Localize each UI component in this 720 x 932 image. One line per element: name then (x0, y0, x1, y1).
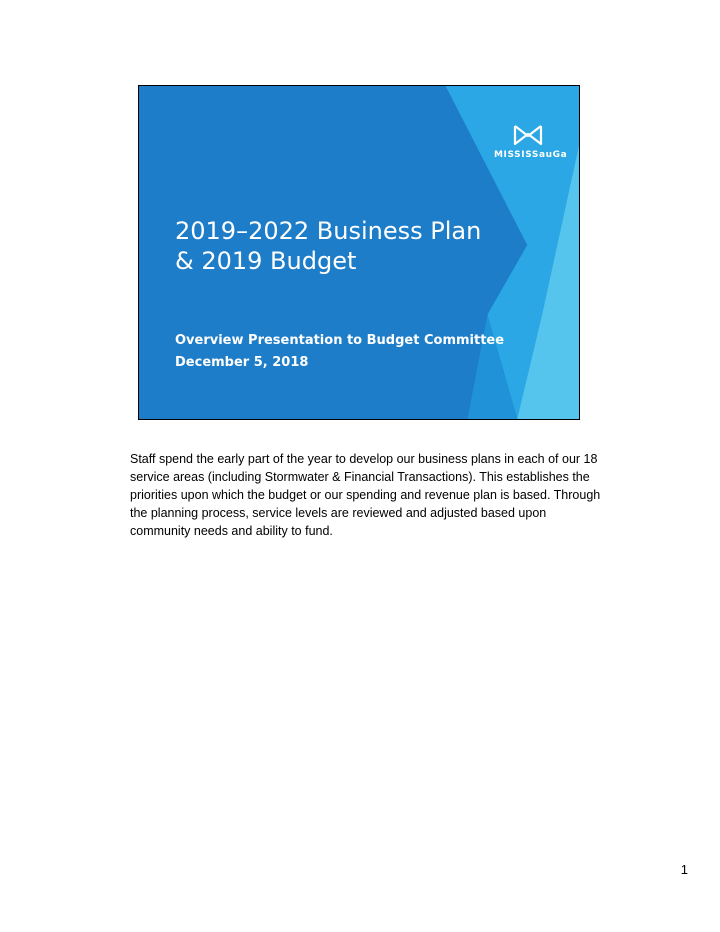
slide-title-line-1: 2019–2022 Business Plan (175, 217, 482, 245)
slide-title (175, 216, 481, 276)
slide-title-line-2: & 2019 Budget (175, 247, 357, 275)
brand-name: MISSISSauGa (494, 150, 568, 160)
slide-subtitle (175, 330, 504, 374)
page-number: 1 (680, 862, 688, 877)
slide-subtitle-line-1: Overview Presentation to Budget Committee (175, 333, 505, 348)
slide-thumbnail (138, 85, 580, 420)
speaker-notes: Staff spend the early part of the year to develop our business plans in each of our 18 service areas (including Stormwater & Financial Transactions). This establishes the priorities upon which the budget or our spending and revenue plan is based. Through the planning process, service levels are reviewed and adjusted based upon community needs and ability to fund. (130, 452, 601, 538)
slide-date: December 5, 2018 (175, 355, 309, 370)
mississauga-logo-icon (513, 124, 543, 146)
